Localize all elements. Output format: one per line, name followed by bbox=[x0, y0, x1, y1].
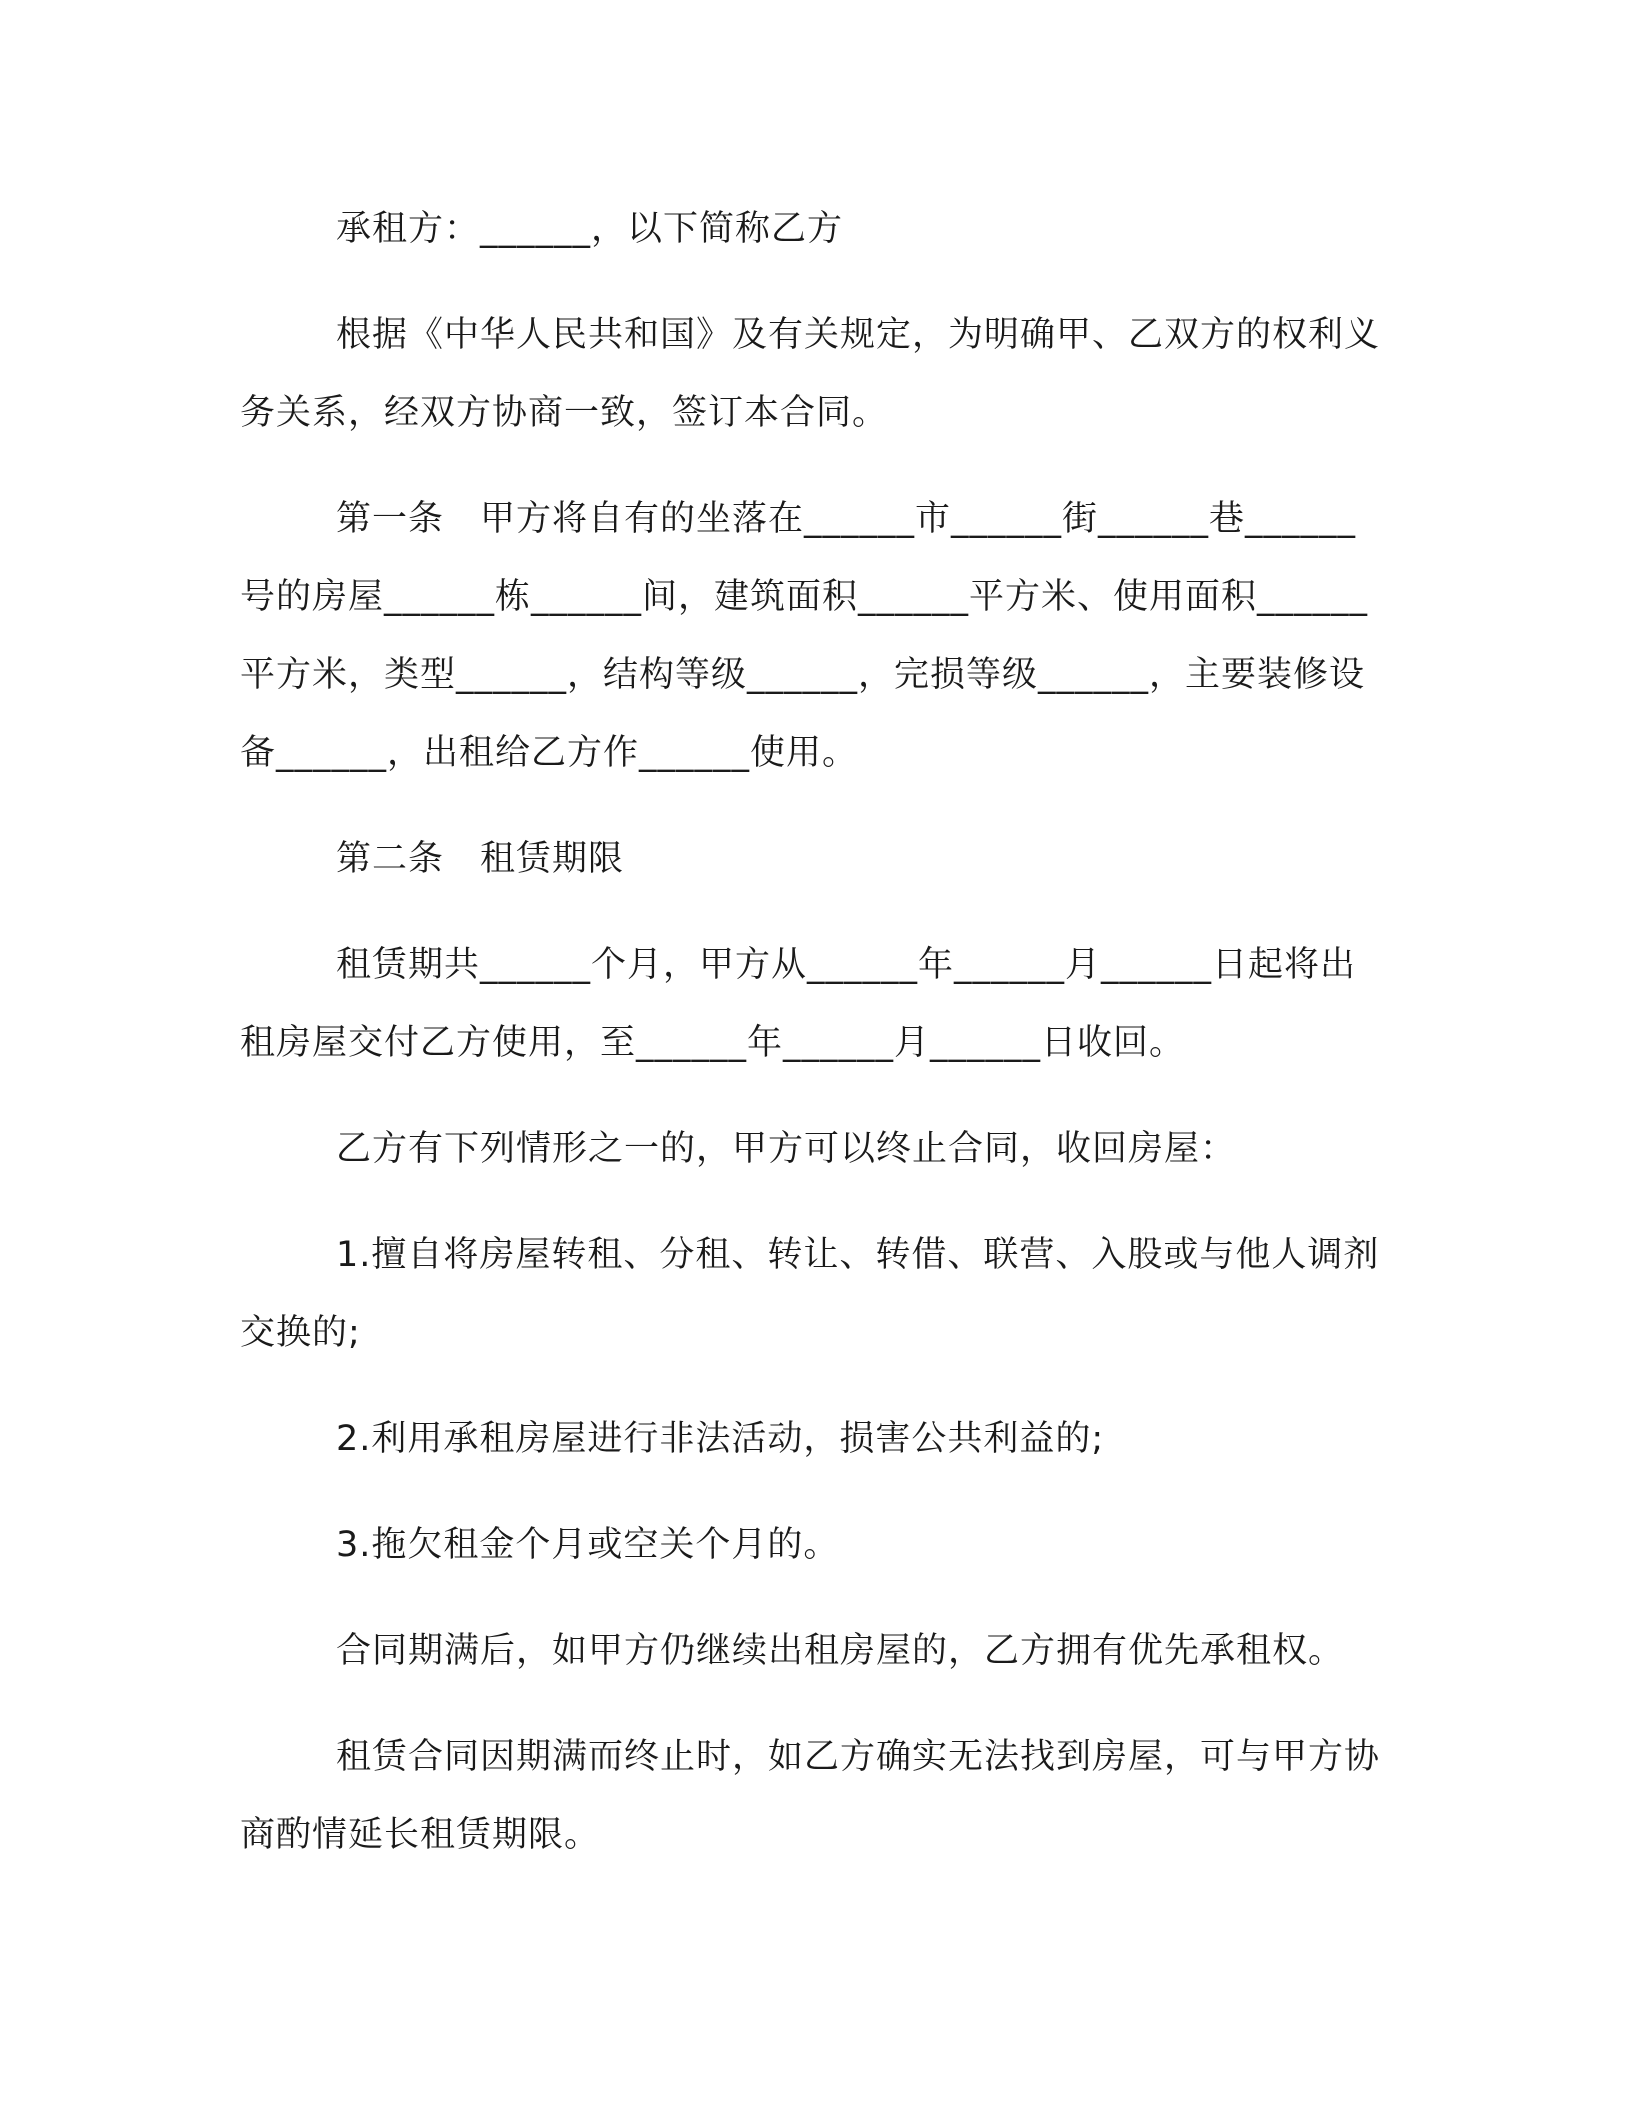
paragraph-extension: 租赁合同因期满而终止时，如乙方确实无法找到房屋，可与甲方协商酌情延长租赁期限。 bbox=[240, 1737, 1381, 1855]
paragraph-lessee: 承租方：______，以下简称乙方 bbox=[336, 209, 844, 249]
paragraph-preamble: 根据《中华人民共和国》及有关规定，为明确甲、乙双方的权利义务关系，经双方协商一致，签订本合同。 bbox=[240, 315, 1381, 433]
paragraph-renewal-priority: 合同期满后，如甲方仍继续出租房屋的，乙方拥有优先承租权。 bbox=[336, 1631, 1345, 1671]
paragraph-termination-item-1: 1.擅自将房屋转租、分租、转让、转借、联营、入股或与他人调剂交换的; bbox=[240, 1235, 1380, 1353]
paragraph-article-2-heading: 第二条 租赁期限 bbox=[336, 839, 625, 879]
paragraph-lease-term: 租赁期共______个月，甲方从______年______月______日起将出租房屋交付乙方使用，至______年______月______日收回。 bbox=[240, 945, 1357, 1063]
paragraph-termination-intro: 乙方有下列情形之一的，甲方可以终止合同，收回房屋： bbox=[336, 1129, 1237, 1169]
paragraph-article-1: 第一条 甲方将自有的坐落在______市______街______巷______号的房屋______栋______间，建筑面积______平方米、使用面积______平方米，类型______，结构等级______，完损等级______，主要装修设备______，出租给乙方作______使用。 bbox=[240, 499, 1369, 773]
paragraph-termination-item-2: 2.利用承租房屋进行非法活动，损害公共利益的; bbox=[336, 1419, 1105, 1459]
paragraph-termination-item-3: 3.拖欠租金个月或空关个月的。 bbox=[336, 1525, 840, 1565]
document-body bbox=[240, 190, 1390, 1902]
